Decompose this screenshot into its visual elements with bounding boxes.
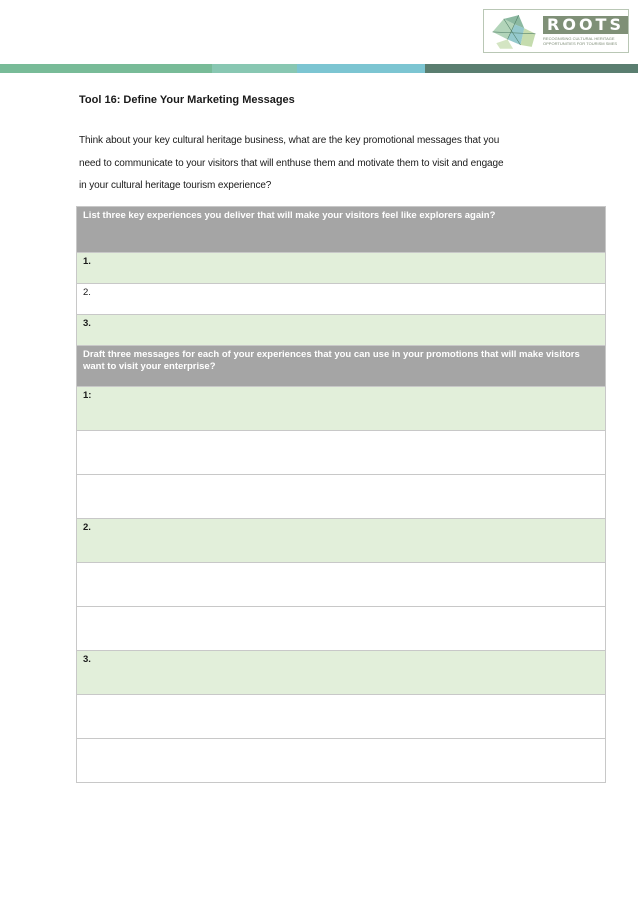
- message-group-1-label[interactable]: 1:: [77, 387, 606, 431]
- message-cell[interactable]: [77, 607, 606, 651]
- message-cell[interactable]: [77, 695, 606, 739]
- marketing-messages-table: [76, 206, 606, 783]
- logo-tagline-line1: RECOGNISING CULTURAL HERITAGE: [543, 36, 615, 41]
- logo-wordmark: ROOTS: [543, 16, 628, 34]
- intro-line: Think about your key cultural heritage business, what are the key promotional messages that you: [79, 135, 500, 146]
- message-row: [77, 387, 606, 431]
- page-title: Tool 16: Define Your Marketing Messages: [79, 94, 295, 106]
- intro-paragraph: [79, 130, 569, 198]
- color-bar-segment: [212, 64, 297, 73]
- message-cell[interactable]: [77, 475, 606, 519]
- roots-logo: [483, 9, 629, 53]
- experience-row: [77, 284, 606, 315]
- message-row: [77, 519, 606, 563]
- message-row: [77, 563, 606, 607]
- message-group-2-label[interactable]: 2.: [77, 519, 606, 563]
- message-row: [77, 607, 606, 651]
- message-row: [77, 651, 606, 695]
- message-cell[interactable]: [77, 563, 606, 607]
- section2-header: Draft three messages for each of your experiences that you can use in your promotions that will make visitors want to visit your enterprise?: [77, 346, 606, 387]
- intro-line: need to communicate to your visitors that will enthuse them and motivate them to visit and engage: [79, 157, 504, 169]
- leaf-cube-logo-icon: [487, 10, 541, 52]
- experience-cell-1[interactable]: 1.: [77, 253, 606, 284]
- experience-row: [77, 253, 606, 284]
- message-cell[interactable]: [77, 739, 606, 783]
- message-row: [77, 475, 606, 519]
- section1-header-row: [77, 207, 606, 253]
- section2-header-row: [77, 346, 606, 387]
- logo-tagline-line2: OPPORTUNITIES FOR TOURISM SMES: [543, 41, 618, 46]
- experience-cell-2[interactable]: 2.: [77, 284, 606, 315]
- message-row: [77, 695, 606, 739]
- message-row: [77, 739, 606, 783]
- message-cell[interactable]: [77, 431, 606, 475]
- color-bar-segment: [425, 64, 638, 73]
- message-group-3-label[interactable]: 3.: [77, 651, 606, 695]
- experience-row: [77, 315, 606, 346]
- experience-cell-3[interactable]: 3.: [77, 315, 606, 346]
- message-row: [77, 431, 606, 475]
- header-color-bar: [0, 64, 638, 73]
- section1-header: List three key experiences you deliver that will make your visitors feel like explorers again?: [77, 207, 606, 253]
- logo-tagline: [543, 36, 621, 46]
- intro-line: in your cultural heritage tourism experience?: [79, 180, 272, 191]
- color-bar-segment: [297, 64, 425, 73]
- color-bar-segment: [0, 64, 212, 73]
